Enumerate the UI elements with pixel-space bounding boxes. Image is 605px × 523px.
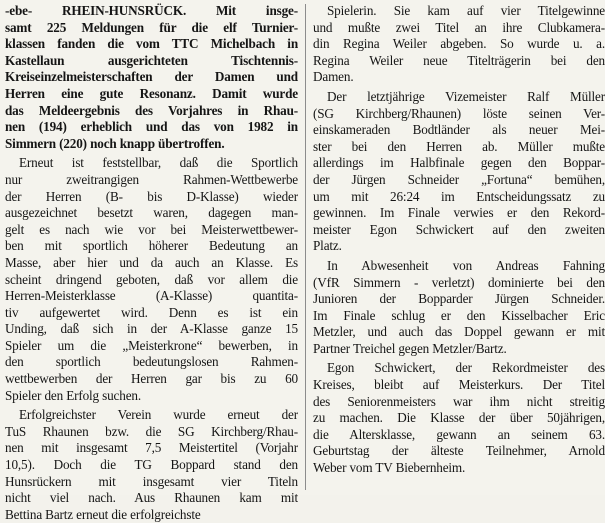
text-line: 10,5). Doch die TG Boppard stand den	[5, 457, 298, 473]
text-line: nen mit insgesamt 7,5 Meistertitel (Vorjahr	[5, 440, 298, 456]
article-paragraph	[313, 89, 605, 255]
text-line: Herren eine gute Resonanz. Damit wurde	[5, 85, 298, 101]
text-line: des Seniorenmeisters war ihm nicht streitig	[313, 393, 605, 409]
article-paragraph	[5, 155, 298, 404]
text-line: nen (194) erheblich und das von 1982 in	[5, 119, 298, 135]
text-line: Masse, aber hier und da auch an Klasse. Es	[5, 254, 298, 270]
text-line: nur zweitrangigen Rahmen-Wettbewerbe	[5, 171, 298, 187]
text-line: Kreises, bleibt auf Meisterkurs. Der Titel	[313, 377, 605, 393]
text-line: einskameraden Bodtländer als neuer Mei-	[313, 122, 605, 138]
article-paragraph	[5, 407, 298, 523]
text-line: der Jürgen Schneider „Fortuna“ bemühen,	[313, 171, 605, 187]
text-line: Simmern (220) noch knapp übertroffen.	[5, 135, 225, 151]
text-line: die Altersklasse, gewann an seinem 63.	[313, 426, 605, 442]
text-line: zu machen. Die Klasse der über 50jährigen,	[313, 410, 605, 426]
text-line: Im Finale schlug er den Kisselbacher Eric	[313, 307, 605, 323]
text-line: der Herren (B- bis D-Klasse) wieder	[5, 188, 298, 204]
text-line: um mit 26:24 im Entscheidungssatz zu	[313, 188, 605, 204]
text-line: din Regina Weiler abgeben. So wurde u. a.	[313, 36, 605, 52]
text-line: Weber vom TV Biebernheim.	[313, 460, 466, 476]
text-line: wettbewerben der Herren gar bis zu 60	[5, 371, 298, 387]
text-line: Der letztjährige Vizemeister Ralf Müller	[327, 88, 605, 104]
text-line: TuS Rhaunen bzw. die SG Kirchberg/Rhau-	[5, 423, 298, 439]
text-line: tiv aufgewertet wird. Denn es ist ein	[5, 304, 298, 320]
text-line: Spielerin. Sie kam auf vier Titelgewinne	[327, 3, 605, 18]
text-line: Regina Weiler neue Titelträgerin bei den	[313, 52, 605, 68]
text-line: Unding, daß sich in der A-Klasse ganze 15	[5, 321, 298, 337]
text-line: Spieler den Erfolg suchen.	[5, 387, 141, 403]
text-line: Junioren der Bopparder Jürgen Schneider.	[313, 291, 605, 307]
text-line: samt 225 Meldungen für die elf Turnier-	[5, 19, 298, 35]
text-line: ben mit sportlich höherer Bedeutung an	[5, 238, 298, 254]
text-line: Erneut ist feststellbar, daß die Sportlich	[19, 155, 298, 171]
article-paragraph	[313, 258, 605, 358]
text-line: -ebe- RHEIN-HUNSRÜCK. Mit insge-	[5, 3, 298, 18]
text-line: In Abwesenheit von Andreas Fahning	[327, 257, 605, 273]
article-paragraph	[5, 3, 298, 152]
text-line: (SG Kirchberg/Rhaunen) löste seinen Ver-	[313, 105, 605, 121]
text-line: Metzler, und auch das Doppel gewann er mit	[313, 324, 605, 340]
text-line: Hunsrückern mit insgesamt vier Titeln	[5, 473, 298, 489]
text-line: nicht viel nach. Aus Rhaunen kam mit	[5, 490, 298, 506]
text-line: allerdings im Halbfinale gegen den Boppar-	[313, 155, 605, 171]
text-line: den sportlich bedeutungslosen Rahmen-	[5, 354, 298, 370]
text-line: Egon Schwickert, der Rekordmeister des	[327, 360, 605, 376]
text-line: Damen.	[313, 69, 354, 85]
article-paragraph	[313, 3, 605, 86]
column-divider	[305, 4, 306, 490]
text-line: meister Egon Schwickert auf den zweiten	[313, 221, 605, 237]
text-line: ster bei den Herren ab. Müller mußte	[313, 138, 605, 154]
text-line: Erfolgreichster Verein wurde erneut der	[19, 407, 298, 423]
text-line: Kastellaun ausgerichteten Tischtennis-	[5, 52, 298, 68]
text-line: ausgezeichnet besetzt waren, dagegen man-	[5, 205, 298, 221]
text-line: Herren-Meisterklasse (A-Klasse) quantita-	[5, 288, 298, 304]
left-column	[5, 3, 298, 523]
text-line: (VfR Simmern - verletzt) dominierte bei den	[313, 274, 605, 290]
text-line: Platz.	[313, 238, 342, 254]
text-line: gewinnen. Im Finale verwies er den Rekord-	[313, 205, 605, 221]
text-line: scheint dringend geboten, daß vor allem die	[5, 271, 298, 287]
text-line: gelt es nach wie vor bei Meisterwettbewer-	[5, 221, 298, 237]
text-line: Geburtstag der älteste Teilnehmer, Arnold	[313, 443, 605, 459]
article-paragraph	[313, 360, 605, 476]
text-line: Kreiseinzelmeisterschaften der Damen und	[5, 69, 298, 85]
text-line: Partner Treichel gegen Metzler/Bartz.	[313, 340, 507, 356]
text-line: das Meldeergebnis des Vorjahres in Rhau-	[5, 102, 298, 118]
text-line: und mußte zwei Titel an ihre Clubkamera-	[313, 19, 605, 35]
right-column	[313, 3, 605, 477]
text-line: Spieler um die „Meisterkrone“ bewerben, in	[5, 337, 298, 353]
text-line: Bettina Bartz erneut die erfolgreichste	[5, 506, 201, 522]
text-line: klassen fanden die vom TTC Michelbach in	[5, 36, 298, 52]
